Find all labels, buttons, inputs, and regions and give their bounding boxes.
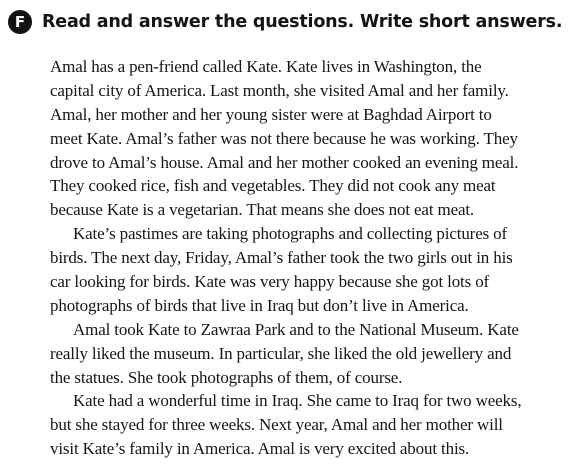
passage-line: drove to Amal’s house. Amal and her mother cooked an evening meal. <box>50 152 519 172</box>
passage-line: Amal took Kate to Zawraa Park and to the National Museum. Kate <box>73 319 519 339</box>
passage-line: They cooked rice, fish and vegetables. They did not cook any meat <box>50 176 496 196</box>
passage-line: visit Kate’s family in America. Amal is very excited about this. <box>50 439 470 459</box>
exercise-instructions: Read and answer the questions. Write short answers. <box>42 12 563 32</box>
passage-line: because Kate is a vegetarian. That means she does not eat meat. <box>50 200 475 220</box>
passage-line: Kate’s pastimes are taking photographs and collecting pictures of <box>73 224 508 244</box>
reading-passage <box>50 55 565 461</box>
passage-line: Kate had a wonderful time in Iraq. She came to Iraq for two weeks, <box>73 391 522 411</box>
passage-line: Amal has a pen-friend called Kate. Kate lives in Washington, the <box>50 57 482 76</box>
passage-line: birds. The next day, Friday, Amal’s father took the two girls out in his <box>50 248 513 268</box>
passage-line: but she stayed for three weeks. Next year, Amal and her mother will <box>50 415 503 435</box>
passage-line: car looking for birds. Kate was very happy because she got lots of <box>50 272 490 292</box>
passage-line: meet Kate. Amal’s father was not there because he was working. They <box>50 128 518 148</box>
exercise-header <box>0 9 562 35</box>
passage-line: capital city of America. Last month, she visited Amal and her family. <box>50 80 509 100</box>
passage-line: the statues. She took photographs of them, of course. <box>50 367 403 387</box>
passage-line: Amal, her mother and her young sister were at Baghdad Airport to <box>50 104 492 124</box>
passage-line: photographs of birds that live in Iraq but don’t live in America. <box>50 295 469 315</box>
exercise-label-badge: F <box>8 10 32 34</box>
passage-line: really liked the museum. In particular, she liked the old jewellery and <box>50 343 512 363</box>
